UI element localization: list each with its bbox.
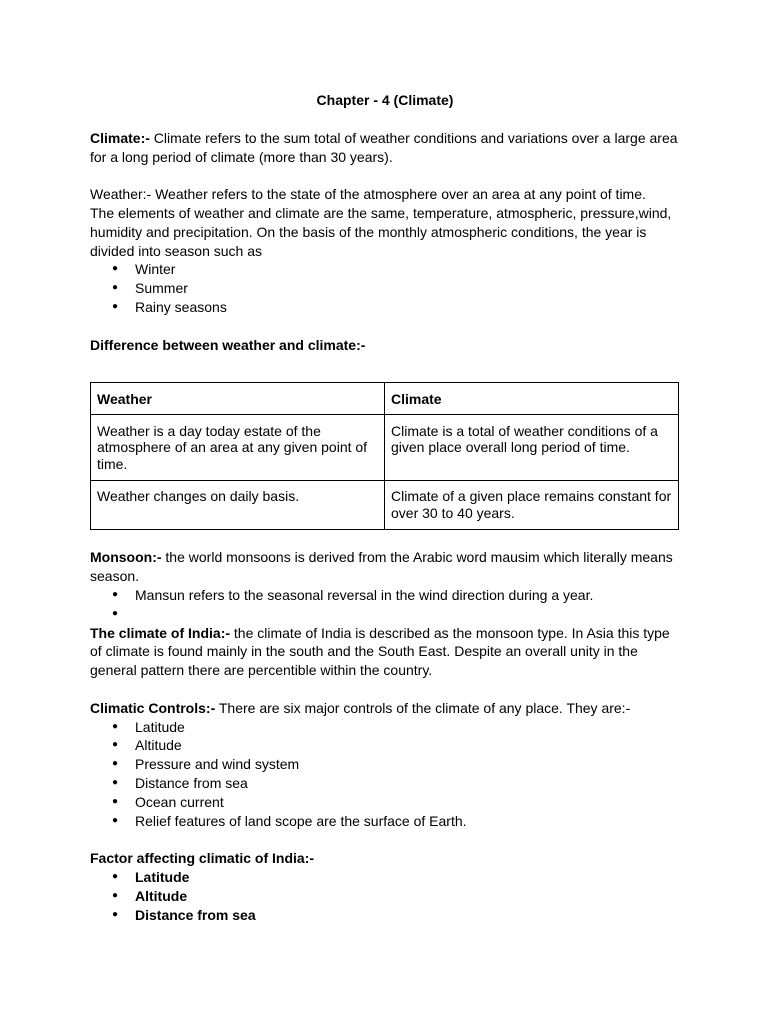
climate-definition — [90, 129, 680, 167]
difference-heading: Difference between weather and climate:- — [90, 336, 366, 353]
table-header-cell: Weather — [91, 383, 385, 415]
table-cell: Climate of a given place remains constant for over 30 to 40 years. — [385, 481, 679, 530]
table-cell: Weather is a day today estate of the atmosphere of an area at any given point of time. — [91, 414, 385, 481]
list-item: ● Latitude — [90, 868, 680, 887]
comparison-table — [90, 382, 679, 530]
list-item: ● Mansun refers to the seasonal reversal in the wind direction during a year. — [90, 586, 680, 605]
list-item: ● Winter — [90, 260, 680, 279]
seasons-list — [90, 260, 680, 316]
table-header-row — [91, 383, 679, 415]
list-item: ● Latitude — [90, 718, 680, 737]
table-cell: Climate is a total of weather conditions of a given place overall long period of time. — [385, 414, 679, 481]
list-item: ● Altitude — [90, 887, 680, 906]
climatic-controls-text: There are six major controls of the climate of any place. They are:- — [215, 699, 631, 716]
list-item: ● Rainy seasons — [90, 298, 680, 317]
list-item: ● Relief features of land scope are the surface of Earth. — [90, 812, 680, 831]
india-climate-term: The climate of India:- — [90, 624, 231, 641]
weather-definition: Weather:- Weather refers to the state of the atmosphere over an area at any point of time. — [90, 186, 646, 203]
list-item-empty — [90, 605, 680, 624]
weather-elements-text: The elements of weather and climate are the same, temperature, atmospheric, pressure,wind, humidity and precipitation. On the basis of the monthly atmospheric conditions, the year is divided into season such as — [90, 204, 672, 259]
list-item: ● Pressure and wind system — [90, 755, 680, 774]
list-item: ● Altitude — [90, 736, 680, 755]
table-row — [91, 481, 679, 530]
table-row — [91, 414, 679, 481]
india-climate-text: the climate of India is described as the monsoon type. In Asia this type of climate is found mainly in the south and the South East. Despite an overall unity in the general pattern there are percentible within the country. — [90, 624, 670, 679]
climatic-controls-list — [90, 718, 680, 831]
document-content — [90, 91, 680, 924]
climatic-controls-paragraph — [90, 699, 680, 718]
climate-text: Climate refers to the sum total of weather conditions and variations over a large area for a long period of climate (more than 30 years). — [90, 129, 678, 165]
chapter-title: Chapter - 4 (Climate) — [316, 92, 454, 108]
list-item: ● Ocean current — [90, 793, 680, 812]
climate-term: Climate:- — [90, 129, 150, 146]
factors-list — [90, 868, 680, 924]
monsoon-term: Monsoon:- — [90, 549, 162, 566]
climatic-controls-term: Climatic Controls:- — [90, 699, 216, 716]
monsoon-definition — [90, 548, 680, 586]
factors-heading: Factor affecting climatic of India:- — [90, 850, 315, 867]
monsoon-text: the world monsoons is derived from the Arabic word mausim which literally means season. — [90, 549, 673, 585]
india-climate-paragraph — [90, 624, 680, 680]
table-cell: Weather changes on daily basis. — [91, 481, 385, 530]
list-item: ● Summer — [90, 279, 680, 298]
list-item: ● Distance from sea — [90, 906, 680, 925]
list-item: ● Distance from sea — [90, 774, 680, 793]
table-header-cell: Climate — [385, 383, 679, 415]
monsoon-list — [90, 586, 680, 624]
